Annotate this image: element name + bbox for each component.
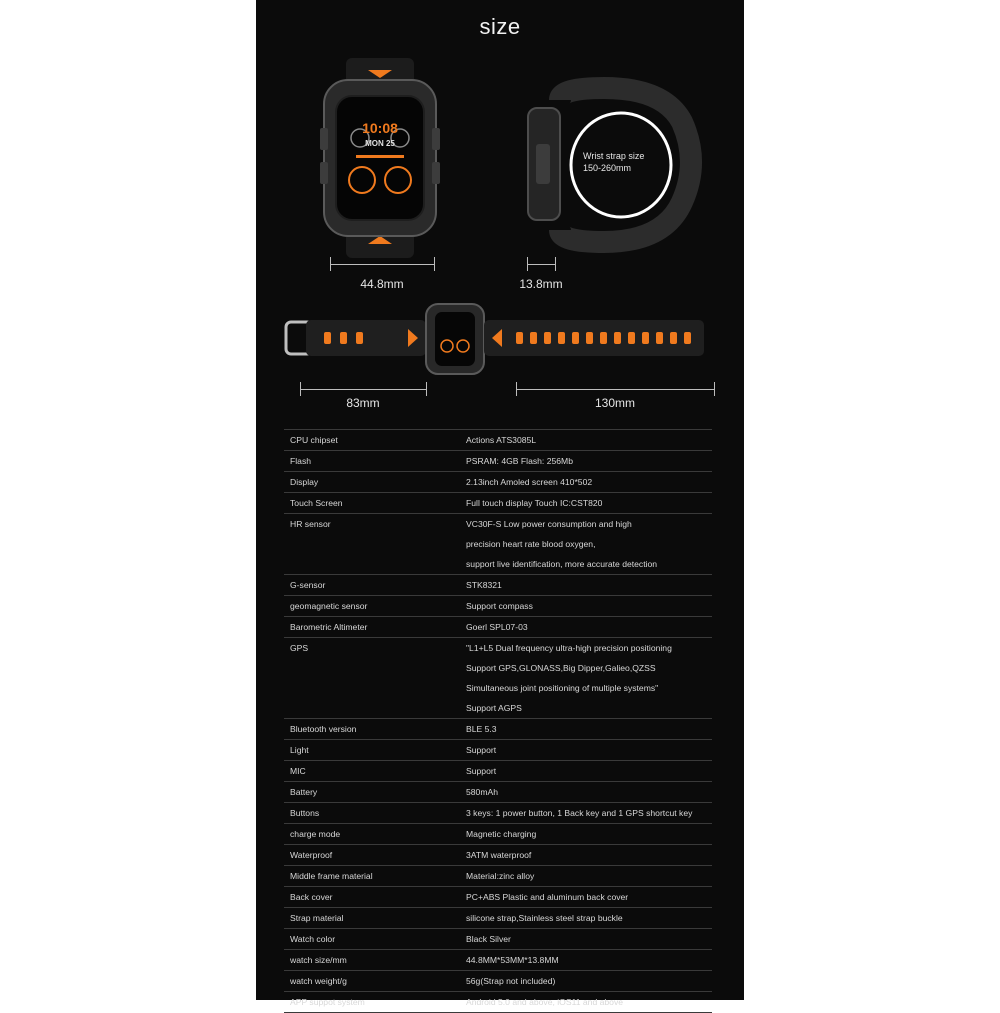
spec-value-line: "L1+L5 Dual frequency ultra-high precision positioning bbox=[466, 643, 672, 653]
product-panel bbox=[256, 0, 744, 1007]
spec-row bbox=[284, 866, 712, 887]
spec-row bbox=[284, 451, 712, 472]
spec-value-line: Android 5.0 and above, iOS11 and above bbox=[466, 997, 624, 1007]
spec-row bbox=[284, 845, 712, 866]
spec-value bbox=[466, 950, 712, 970]
spec-value-line: 56g(Strap not included) bbox=[466, 976, 556, 986]
spec-value-line: 44.8MM*53MM*13.8MM bbox=[466, 955, 559, 965]
spec-key: Bluetooth version bbox=[290, 724, 357, 734]
spec-row bbox=[284, 596, 712, 617]
spec-value bbox=[466, 472, 712, 492]
spec-value-line: Simultaneous joint positioning of multiple systems" bbox=[466, 683, 659, 693]
spec-row bbox=[284, 824, 712, 845]
spec-value bbox=[466, 845, 712, 865]
spec-key: GPS bbox=[290, 643, 309, 653]
spec-value bbox=[466, 824, 712, 844]
spec-key: Back cover bbox=[290, 892, 333, 902]
spec-row bbox=[284, 617, 712, 638]
spec-row bbox=[284, 493, 712, 514]
spec-value bbox=[466, 493, 712, 513]
spec-value-line: VC30F-S Low power consumption and high bbox=[466, 519, 632, 529]
spec-value bbox=[466, 430, 712, 450]
width-dim-label: 44.8mm bbox=[360, 277, 404, 291]
thickness-dim-label: 13.8mm bbox=[519, 277, 563, 291]
spec-value-line: PC+ABS Plastic and aluminum back cover bbox=[466, 892, 629, 902]
spec-value-line: Support GPS,GLONASS,Big Dipper,Galieo,QZSS bbox=[466, 663, 656, 673]
long-strap-dim-line bbox=[516, 389, 714, 390]
spec-key: charge mode bbox=[290, 829, 341, 839]
watch-strap-image bbox=[280, 298, 720, 380]
watch-date: MON 25 bbox=[365, 139, 395, 148]
spec-value bbox=[466, 617, 712, 637]
spec-key: HR sensor bbox=[290, 519, 331, 529]
spec-row bbox=[284, 575, 712, 596]
long-strap-dim-label: 130mm bbox=[594, 396, 635, 410]
spec-value bbox=[466, 929, 712, 949]
spec-value-line: 2.13inch Amoled screen 410*502 bbox=[466, 477, 593, 487]
spec-key: Buttons bbox=[290, 808, 320, 818]
spec-value-line: BLE 5.3 bbox=[466, 724, 497, 734]
spec-key: watch size/mm bbox=[290, 955, 347, 965]
long-strap-dim-tick bbox=[714, 382, 715, 396]
page-title: size bbox=[479, 14, 521, 39]
short-strap-dim-tick bbox=[426, 382, 427, 396]
spec-key: Display bbox=[290, 477, 319, 487]
spec-value bbox=[466, 866, 712, 886]
spec-row bbox=[284, 429, 712, 451]
spec-value-line: support live identification, more accurate detection bbox=[466, 559, 658, 569]
spec-value-line: silicone strap,Stainless steel strap buckle bbox=[466, 913, 623, 923]
spec-row bbox=[284, 514, 712, 575]
spec-key: Light bbox=[290, 745, 309, 755]
spec-row bbox=[284, 908, 712, 929]
spec-value bbox=[466, 887, 712, 907]
spec-row bbox=[284, 638, 712, 719]
spec-row bbox=[284, 887, 712, 908]
spec-value bbox=[466, 451, 712, 471]
spec-value-line: Support bbox=[466, 766, 497, 776]
thickness-dim-line bbox=[527, 264, 555, 265]
spec-key: Strap material bbox=[290, 913, 344, 923]
spec-value-line: Support AGPS bbox=[466, 703, 522, 713]
spec-key: Waterproof bbox=[290, 850, 333, 860]
spec-value-line: Actions ATS3085L bbox=[466, 435, 537, 445]
spec-value-line: Black Silver bbox=[466, 934, 511, 944]
spec-row bbox=[284, 740, 712, 761]
spec-key: geomagnetic sensor bbox=[290, 601, 368, 611]
spec-value-line: 3ATM waterproof bbox=[466, 850, 532, 860]
spec-row bbox=[284, 472, 712, 493]
spec-value-line: Support compass bbox=[466, 601, 533, 611]
spec-value bbox=[466, 719, 712, 739]
spec-key: Touch Screen bbox=[290, 498, 343, 508]
spec-value bbox=[466, 992, 712, 1012]
spec-value-line: Goerl SPL07-03 bbox=[466, 622, 528, 632]
spec-value bbox=[466, 908, 712, 928]
spec-row bbox=[284, 971, 712, 992]
spec-row bbox=[284, 803, 712, 824]
watch-front-image bbox=[318, 58, 442, 258]
spec-value-line: Full touch display Touch IC:CST820 bbox=[466, 498, 603, 508]
spec-value-line: Support bbox=[466, 745, 497, 755]
spec-value bbox=[466, 782, 712, 802]
width-dim-line bbox=[330, 264, 434, 265]
spec-value bbox=[466, 638, 712, 718]
spec-value-line: PSRAM: 4GB Flash: 256Mb bbox=[466, 456, 573, 466]
short-strap-dim-label: 83mm bbox=[346, 396, 380, 410]
spec-key: Flash bbox=[290, 456, 312, 466]
spec-table bbox=[284, 429, 712, 1013]
spec-value bbox=[466, 575, 712, 595]
spec-key: APP suppot system bbox=[290, 997, 365, 1007]
spec-value bbox=[466, 596, 712, 616]
short-strap-dim-line bbox=[300, 389, 426, 390]
spec-value-line: Magnetic charging bbox=[466, 829, 537, 839]
wrist-strap-range: 150-260mm bbox=[583, 163, 632, 173]
spec-value bbox=[466, 971, 712, 991]
spec-value-line: Material:zinc alloy bbox=[466, 871, 535, 881]
spec-key: watch weight/g bbox=[290, 976, 347, 986]
spec-value-line: 580mAh bbox=[466, 787, 499, 797]
spec-key: Barometric Altimeter bbox=[290, 622, 368, 632]
spec-key: MIC bbox=[290, 766, 306, 776]
spec-value-line: STK8321 bbox=[466, 580, 502, 590]
width-dim-tick bbox=[434, 257, 435, 271]
spec-row bbox=[284, 761, 712, 782]
spec-row bbox=[284, 929, 712, 950]
spec-value bbox=[466, 803, 712, 823]
spec-key: Middle frame material bbox=[290, 871, 373, 881]
spec-row bbox=[284, 719, 712, 740]
spec-value bbox=[466, 761, 712, 781]
spec-value bbox=[466, 740, 712, 760]
spec-key: CPU chipset bbox=[290, 435, 338, 445]
thickness-dim-tick bbox=[555, 257, 556, 271]
spec-row bbox=[284, 782, 712, 803]
watch-time: 10:08 bbox=[362, 120, 398, 136]
spec-key: Battery bbox=[290, 787, 318, 797]
spec-key: G-sensor bbox=[290, 580, 326, 590]
spec-value-line: precision heart rate blood oxygen, bbox=[466, 539, 596, 549]
spec-row bbox=[284, 950, 712, 971]
spec-value bbox=[466, 514, 712, 574]
spec-value-line: 3 keys: 1 power button, 1 Back key and 1 GPS shortcut key bbox=[466, 808, 693, 818]
spec-key: Watch color bbox=[290, 934, 336, 944]
wrist-strap-label: Wrist strap size bbox=[583, 151, 645, 161]
spec-row bbox=[284, 992, 712, 1013]
